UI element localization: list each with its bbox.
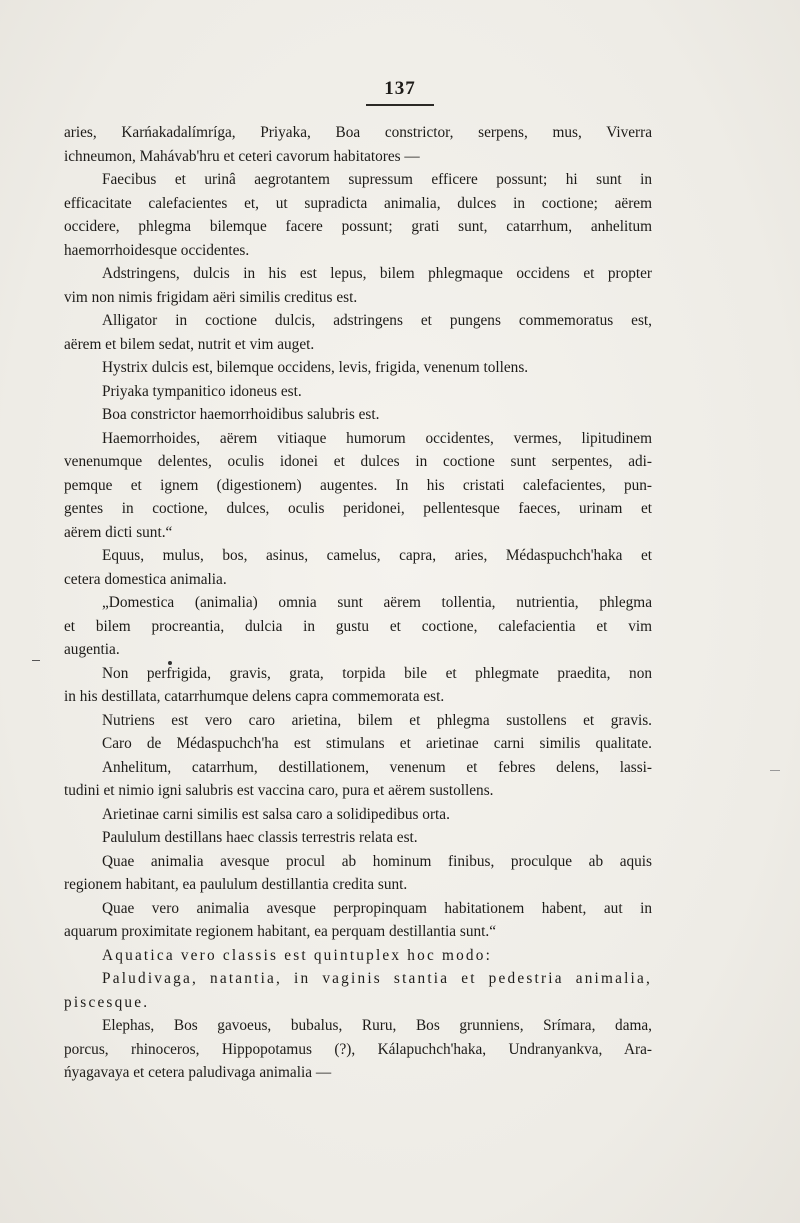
text-line: Hystrix dulcis est, bilemque occidens, levis, frigida, venenum tollens. bbox=[102, 359, 529, 376]
text-line: Elephas, Bos gavoeus, bubalus, Ruru, Bos grunniens, Srímara, dama, bbox=[102, 1017, 652, 1034]
text-line: Equus, mulus, bos, asinus, camelus, capra, aries, Médaspuchch'haka et bbox=[102, 547, 652, 564]
text-line: Alligator in coctione dulcis, adstringens et pungens commemoratus est, bbox=[102, 312, 652, 329]
text-line: ńyagavaya et cetera paludivaga animalia — bbox=[64, 1064, 332, 1081]
text-line: porcus, rhinoceros, Hippopotamus (?), Kálapuchch'haka, Undranyankva, Ara- bbox=[64, 1040, 652, 1058]
text-line: Priyaka tympanitico idoneus est. bbox=[102, 382, 302, 400]
text-line: in his destillata, catarrhumque delens capra commemorata est. bbox=[64, 688, 445, 705]
edge-dash-mark bbox=[770, 770, 780, 771]
text-line: Quae vero animalia avesque perpropinquam habitationem habent, aut in bbox=[102, 899, 652, 917]
text-line: Haemorrhoides, aërem vitiaque humorum occidentes, vermes, lipitudinem bbox=[102, 429, 652, 447]
text-line: Adstringens, dulcis in his est lepus, bilem phlegmaque occidens et propter bbox=[102, 265, 652, 282]
margin-dash-mark bbox=[32, 660, 40, 661]
text-line: aquarum proximitate regionem habitant, ea perquam destillantia sunt.“ bbox=[64, 923, 496, 940]
page-body-text bbox=[64, 121, 652, 1085]
text-line: Paululum destillans haec classis terrestris relata est. bbox=[102, 829, 418, 846]
text-line: Aquatica vero classis est quintuplex hoc modo: bbox=[102, 946, 493, 964]
text-line: Caro de Médaspuchch'ha est stimulans et arietinae carni similis qualitate. bbox=[102, 735, 652, 752]
text-line: Faecibus et urinâ aegrotantem supressum efficere possunt; hi sunt in bbox=[102, 171, 652, 188]
text-line: venenumque delentes, oculis idonei et dulces in coctione sunt serpentes, adi- bbox=[64, 453, 652, 470]
text-line: aërem dicti sunt.“ bbox=[64, 523, 173, 541]
text-line: pemque et ignem (digestionem) augentes. In his cristati calefacientes, pun- bbox=[64, 476, 652, 494]
text-line: augentia. bbox=[64, 641, 120, 658]
text-line: Boa constrictor haemorrhoidibus salubris est. bbox=[102, 406, 380, 423]
text-line: efficacitate calefacientes et, ut supradicta animalia, dulces in coctione; aërem bbox=[64, 194, 652, 212]
text-line: et bilem procreantia, dulcia in gustu et coctione, calefacientia et vim bbox=[64, 617, 652, 635]
ink-dot-mark bbox=[168, 661, 172, 665]
text-line: occidere, phlegma bilemque facere possunt; grati sunt, catarrhum, anhelitum bbox=[64, 218, 652, 235]
text-line: cetera domestica animalia. bbox=[64, 570, 227, 588]
text-line: Anhelitum, catarrhum, destillationem, venenum et febres delens, lassi- bbox=[102, 758, 652, 776]
text-line: aërem et bilem sedat, nutrit et vim auget. bbox=[64, 335, 315, 353]
text-line: piscesque. bbox=[64, 993, 150, 1011]
text-line: tudini et nimio igni salubris est vaccina caro, pura et aërem sustollens. bbox=[64, 782, 494, 799]
text-line: Arietinae carni similis est salsa caro a solidipedibus orta. bbox=[102, 805, 450, 823]
text-line: Nutriens est vero caro arietina, bilem et phlegma sustollens et gravis. bbox=[102, 711, 652, 729]
text-line: vim non nimis frigidam aëri similis creditus est. bbox=[64, 288, 358, 306]
text-line: „Domestica (animalia) omnia sunt aërem tollentia, nutrientia, phlegma bbox=[102, 594, 652, 611]
text-line: Quae animalia avesque procul ab hominum finibus, proculque ab aquis bbox=[102, 852, 652, 870]
text-line: Paludivaga, natantia, in vaginis stantia et pedestria animalia, bbox=[102, 970, 652, 987]
page-number-container bbox=[0, 78, 800, 106]
text-line: aries, Karńakadalímríga, Priyaka, Boa constrictor, serpens, mus, Viverra bbox=[64, 124, 652, 141]
page-number: 137 bbox=[366, 78, 434, 106]
text-line: gentes in coctione, dulces, oculis peridonei, pellentesque faeces, urinam et bbox=[64, 500, 652, 517]
text-line: regionem habitant, ea paululum destillantia credita sunt. bbox=[64, 876, 408, 893]
text-line: haemorrhoidesque occidentes. bbox=[64, 241, 250, 259]
text-line: Non perfrigida, gravis, grata, torpida bile et phlegmate praedita, non bbox=[102, 664, 652, 682]
text-line: ichneumon, Mahávab'hru et ceteri cavorum habitatores — bbox=[64, 147, 420, 165]
